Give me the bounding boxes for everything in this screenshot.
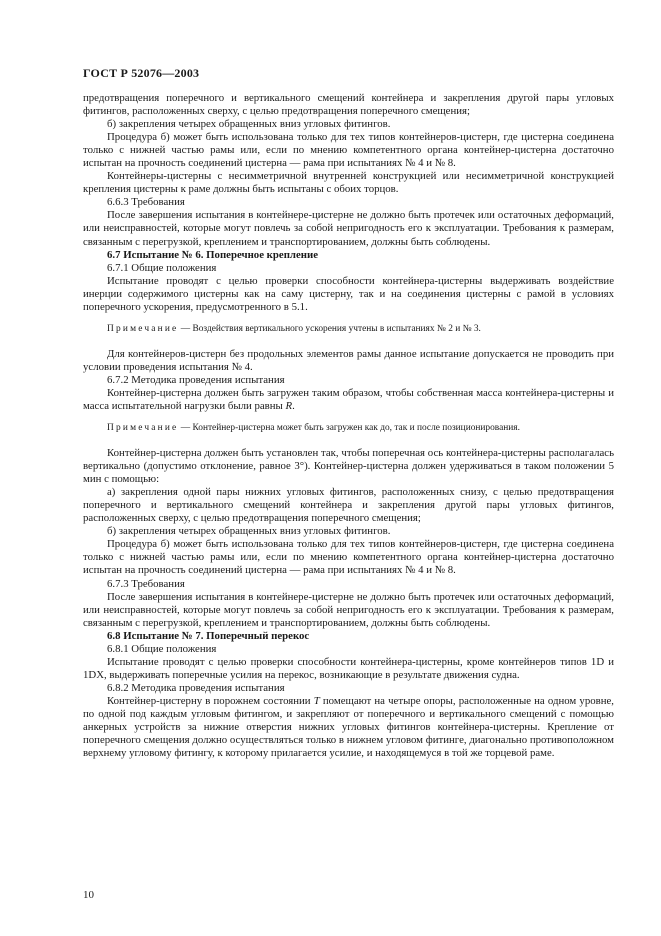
note [83,422,614,434]
subsection-heading: 6.6.3 Требования [107,196,185,209]
paragraph: Для контейнеров-цистерн без продольных элементов рамы данное испытание допускается не проводить при условии проведения испытания № 4. [83,347,614,373]
subsection-heading: 6.7.2 Методика проведения испытания [107,373,285,386]
paragraph: Испытание проводят с целью проверки способности контейнера-цистерны, кроме контейнеров типов 1D и 1DX, выдерживать поперечные усилия на перекос, возникающие в результате движения судна. [83,655,614,681]
list-item: б) закрепления четырех обращенных вниз угловых фитингов. [107,118,391,131]
paragraph [83,695,614,760]
subsection-heading: 6.7.1 Общие положения [107,261,217,274]
paragraph-text: Контейнер-цистерну в порожнем состоянии [107,694,314,707]
paragraph: Контейнер-цистерна должен быть установлен так, чтобы поперечная ось контейнера-цистерны располагалась вертикально (допустимо отклонение, равное 3°). Контейнер-цистерна должен удерживаться в таком положении 5 мин с помощью: [83,447,614,486]
note-text: — Контейнер-цистерна может быть загружен как до, так и после позиционирования. [178,423,520,434]
paragraph: Процедура б) может быть использована только для тех типов контейнеров-цистерн, где цистерна соединена только с нижней частью рамы или, если по мнению компетентного органа контейнер-цистерна достаточно испытан на прочность соединений цистерна — рама при испытаниях № 4 и № 8. [83,538,614,577]
subsection-heading: 6.7.3 Требования [107,577,185,590]
paragraph [83,387,614,413]
page-number: 10 [83,889,94,901]
subsection-heading: 6.8.2 Методика проведения испытания [107,681,285,694]
note [83,323,614,335]
paragraph: После завершения испытания в контейнере-цистерне не должно быть протечек или остаточных деформаций, или неисправностей, которые могут повлечь за собой непригодность его к эксплуатации. Требования к размерам, связанным с перегрузкой, креплением и транспортированием, должны быть соблюдены. [83,209,614,248]
document-body [83,92,614,760]
variable: R [285,399,293,412]
list-item: а) закрепления одной пары нижних угловых фитингов, расположенных снизу, с целью предотвращения поперечного и вертикального смещений контейнера и закрепления другой пары угловых фитингов, расположенных сверху, с целью предотвращения поперечного смещения; [83,486,614,525]
note-label: Примечание [107,323,179,334]
note-label: Примечание [107,423,179,434]
paragraph-tail: . [292,399,295,412]
list-item: б) закрепления четырех обращенных вниз угловых фитингов. [107,525,391,538]
subsection-heading: 6.8.1 Общие положения [107,642,217,655]
paragraph: Процедура б) может быть использована только для тех типов контейнеров-цистерн, где цистерна соединена только с нижней частью рамы или, если по мнению компетентного органа контейнер-цистерна достаточно испытан на прочность соединений цистерна — рама при испытаниях № 4 и № 8. [83,131,614,170]
note-text: — Воздействия вертикального ускорения учтены в испытаниях № 2 и № 3. [178,323,481,334]
section-heading: 6.7 Испытание № 6. Поперечное крепление [107,248,319,261]
paragraph: После завершения испытания в контейнере-цистерне не должно быть протечек или остаточных деформаций, или неисправностей, которые могут повлечь за собой непригодность его к эксплуатации. Требования к размерам, связанным с перегрузкой, креплением и транспортированием, должны быть соблюдены. [83,590,614,629]
variable: T [313,694,320,707]
document-header: ГОСТ Р 52076—2003 [83,66,200,80]
section-heading: 6.8 Испытание № 7. Поперечный перекос [107,629,310,642]
paragraph: Контейнеры-цистерны с несимметричной внутренней конструкцией или несимметричной конструкцией крепления цистерны к раме должны быть испытаны с обоих торцов. [83,170,614,196]
paragraph: предотвращения поперечного и вертикального смещений контейнера и закрепления другой пары угловых фитингов, расположенных сверху, с целью предотвращения поперечного смещения; [83,92,614,118]
paragraph: Испытание проводят с целью проверки способности контейнера-цистерны выдерживать воздействие инерции содержимого цистерны как на саму цистерну, так и на соединения цистерны с рамой в условиях поперечного ускорения, предусмотренного в 5.1. [83,274,614,313]
paragraph-tail: помещают на четыре опоры, расположенные на одном уровне, по одной под каждым угловым фитингом, и закрепляют от поперечного и вертикального смещений с помощью анкерных устройств за нижние отверстия нижних угловых фитингов контейнера-цистерны. Крепление от поперечного смещения должно осуществляться только в нижнем угловом фитинге, диагонально противоположном верхнему угловому фитингу, к которому прилагается усилие, и находящемуся в той же торцевой раме. [83,694,614,760]
paragraph-text: Контейнер-цистерна должен быть загружен таким образом, чтобы собственная масса контейнера-цистерны и масса испытательной нагрузки были равны [83,386,614,412]
